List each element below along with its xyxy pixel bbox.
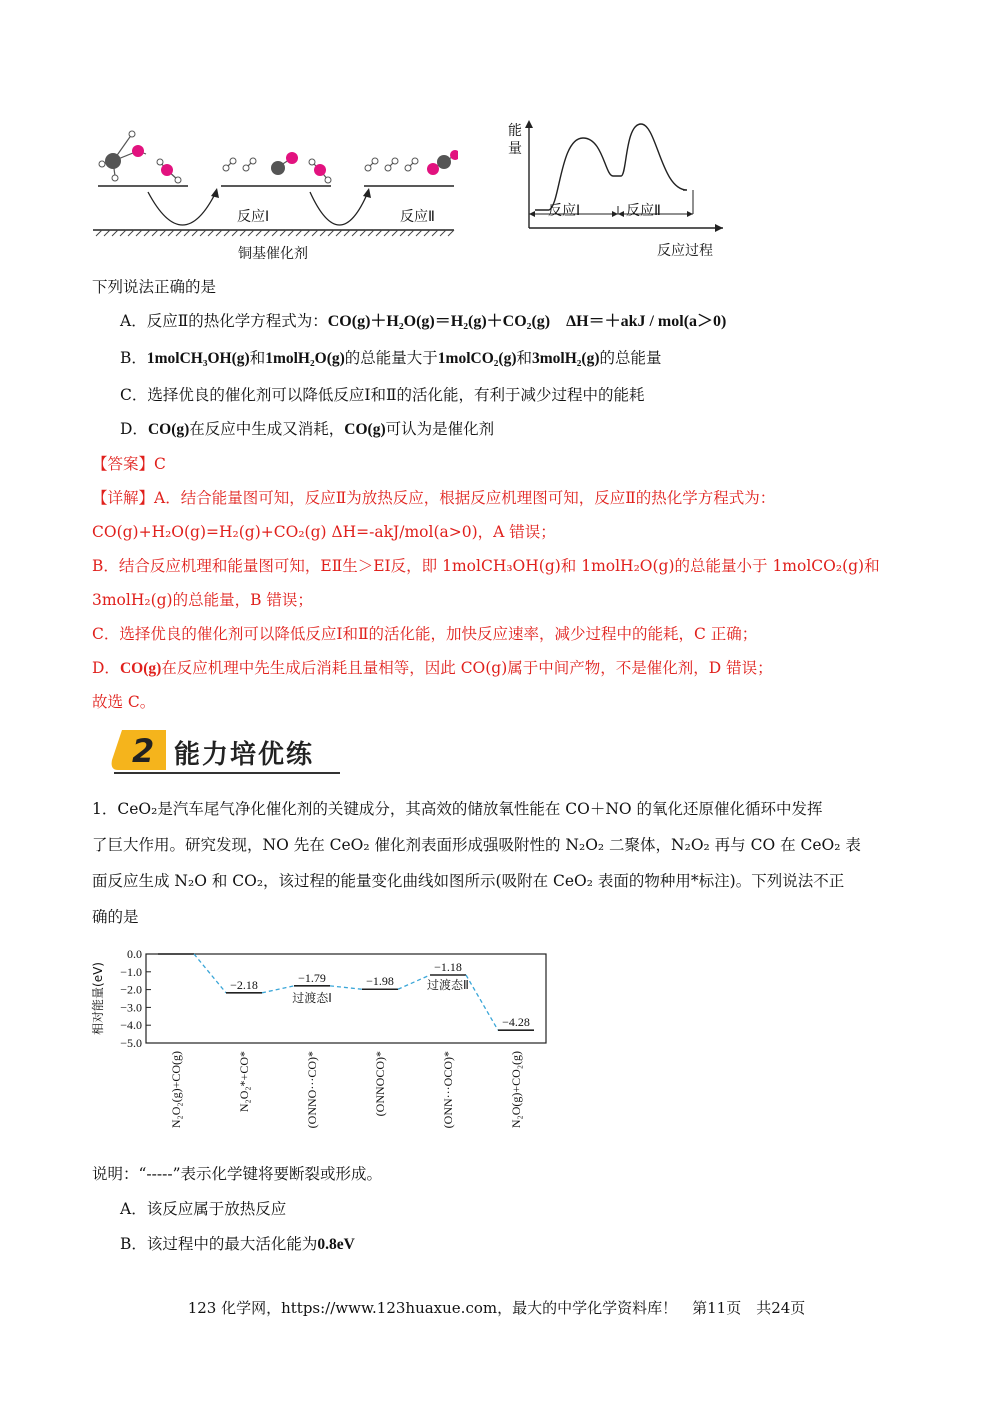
y-tick-label: 0.0 — [127, 948, 142, 961]
data-label: −1.18 — [434, 960, 462, 975]
data-label: −1.79 — [298, 970, 326, 985]
reaction1-label: 反应Ⅰ — [237, 209, 270, 225]
explanation-line-4: 3molH₂(g)的总能量，B 错误； — [92, 591, 313, 609]
y-tick-label: −3.0 — [120, 1000, 142, 1015]
q1-option-a: A．该反应属于放热反应 — [120, 1200, 287, 1218]
category-label: N₂O₂(g)+CO(g) — [169, 1051, 183, 1129]
y-tick-label: −4.0 — [120, 1018, 142, 1033]
explanation-line-2: CO(g)+H₂O(g)=H₂(g)+CO₂(g) ΔH=-akJ/mol(a>0)，A 错误； — [92, 523, 556, 541]
y-tick-label: −1.0 — [120, 964, 142, 979]
category-label: N₂O(g)+CO₂(g) — [509, 1051, 523, 1129]
data-label: −4.28 — [502, 1015, 530, 1030]
plot-frame — [146, 954, 546, 1043]
y-tick-label: −5.0 — [120, 1036, 142, 1050]
option-a: A．反应Ⅱ的热化学方程式为：CO(g)＋H₂O(g)＝H₂(g)＋CO₂(g) ΔH＝＋akJ / mol(a＞0) — [120, 312, 727, 330]
category-label: N₂O₂*+CO* — [237, 1051, 251, 1113]
section-header — [108, 726, 340, 778]
explanation-line-3: B．结合反应机理和能量图可知，EⅡ生＞EⅠ反，即 1molCH₃OH(g)和 1molH₂O(g)的总能量小于 1molCO₂(g)和 — [92, 557, 880, 575]
section-title: 能力培优练 — [174, 740, 315, 770]
question-1-text: 1．CeO₂是汽车尾气净化催化剂的关键成分，其高效的储放氧性能在 CO＋NO 的氧化还原催化循环中发挥 了巨大作用。研究发现，NO 先在 CeO₂ 催化剂表面形成强吸附性的 N₂O₂ 二聚体，N₂O₂ 再与 CO 在 CeO₂ 表 面反应生成 N₂O 和 CO₂，该过程的能量变化曲线如图所示(吸附在 CeO₂ 表面的物种用*标注)。下列说法不正 确的是 — [92, 800, 861, 926]
energy-chart — [88, 948, 550, 1158]
category-label: (ONNO···CO)* — [305, 1051, 319, 1129]
energy-connector — [262, 986, 294, 993]
option-b: B．1molCH₃OH(g)和1molH₂O(g)的总能量大于1molCO₂(g)和3molH₂(g)的总能量 — [120, 349, 662, 367]
profile-reaction2-label: 反应Ⅱ — [626, 203, 661, 219]
category-label: (ONN···OCO)* — [441, 1051, 455, 1129]
catalyst-label: 铜基催化剂 — [238, 246, 308, 262]
category-label: (ONNOCO)* — [373, 1051, 387, 1117]
page-footer: 123 化学网，https://www.123huaxue.com，最大的中学化学资料库！ 第11页 共24页 — [187, 1299, 806, 1317]
energy-chart-svg — [88, 948, 550, 1158]
explanation-line-1: 【详解】A．结合能量图可知，反应Ⅱ为放热反应，根据反应机理图可知，反应Ⅱ的热化学方程式为： — [92, 489, 776, 507]
progress-axis-label: 反应过程 — [657, 243, 713, 259]
q1-option-b: B．该过程中的最大活化能为0.8eV — [120, 1235, 355, 1253]
data-label: −2.18 — [230, 977, 258, 992]
section-underline — [114, 772, 340, 774]
y-tick-label: −2.0 — [120, 982, 142, 997]
chart-note: 说明：“-----”表示化学键将要断裂或形成。 — [92, 1165, 383, 1183]
energy-connector — [466, 975, 498, 1030]
data-label: −1.98 — [366, 974, 394, 989]
explanation-line-5: C．选择优良的催化剂可以降低反应Ⅰ和Ⅱ的活化能，加快反应速率，减少过程中的能耗，C 正确； — [92, 625, 758, 643]
option-c: C．选择优良的催化剂可以降低反应Ⅰ和Ⅱ的活化能，有利于减少过程中的能耗 — [120, 386, 645, 404]
section-number: 2 — [132, 732, 155, 770]
option-d: D．CO(g)在反应中生成又消耗，CO(g)可认为是催化剂 — [120, 420, 495, 438]
answer-line: 【答案】C — [92, 455, 166, 473]
energy-connector — [330, 986, 362, 989]
reaction2-label: 反应Ⅱ — [400, 209, 435, 225]
explanation-line-6: D．CO(g)在反应机理中先生成后消耗且量相等，因此 CO(g)属于中间产物，不是催化剂，D 错误； — [92, 659, 773, 677]
energy-axis-label: 能量 — [508, 123, 522, 157]
transition-state-2-label: 过渡态Ⅱ — [427, 978, 469, 993]
energy-connector — [398, 975, 430, 989]
question-stem: 下列说法正确的是 — [92, 278, 217, 296]
energy-connector — [194, 954, 226, 993]
transition-state-1-label: 过渡态Ⅰ — [292, 990, 332, 1005]
y-axis-label: 相对能量(eV) — [91, 962, 105, 1035]
explanation-line-7: 故选 C。 — [92, 693, 156, 711]
profile-reaction1-label: 反应Ⅰ — [548, 203, 581, 219]
